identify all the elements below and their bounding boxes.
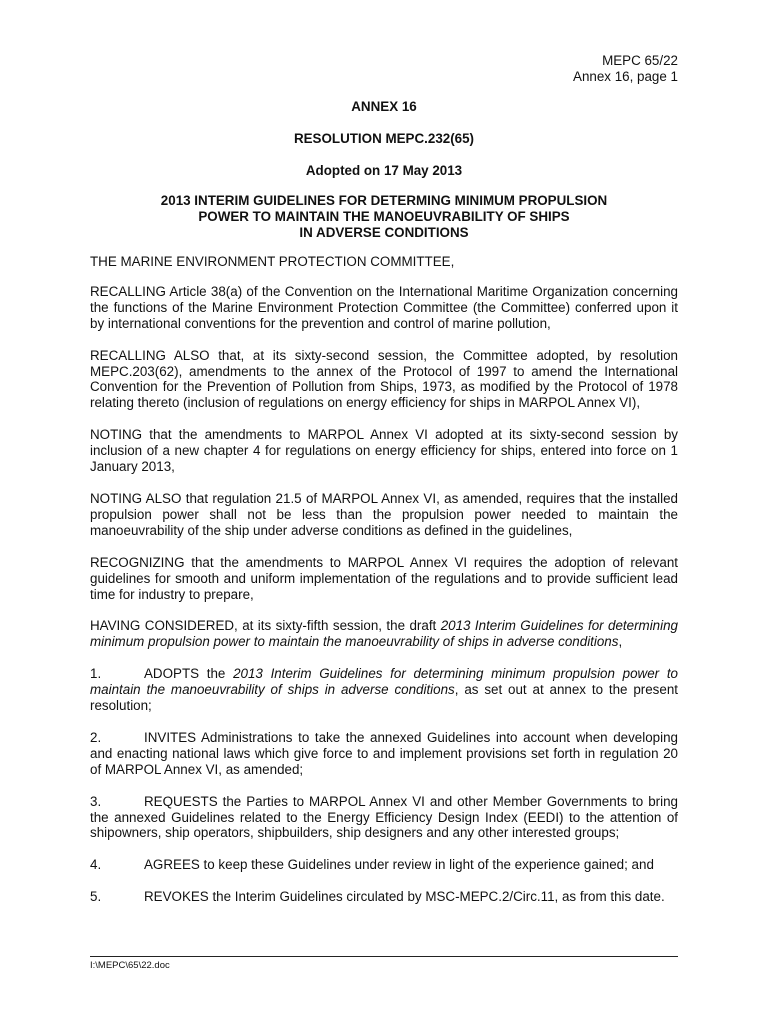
title-line-1: 2013 INTERIM GUIDELINES FOR DETERMING MINIMUM PROPULSION	[160, 193, 608, 208]
document-symbol: MEPC 65/22	[602, 53, 678, 68]
title-line-2: POWER TO MAINTAIN THE MANOEUVRABILITY OF SHIPS	[198, 208, 570, 224]
operative-paragraph-1	[90, 666, 678, 714]
page-reference: Annex 16, page 1	[573, 69, 678, 84]
document-page	[90, 0, 678, 1024]
operative-5-text: REVOKES the Interim Guidelines circulated by MSC-MEPC.2/Circ.11, as from this date.	[144, 889, 665, 905]
operative-1-text: ADOPTS the	[144, 666, 234, 682]
document-body	[90, 254, 678, 921]
title-line-3: IN ADVERSE CONDITIONS	[299, 224, 469, 240]
having-considered-text: HAVING CONSIDERED, at its sixty-fifth session, the draft	[90, 618, 441, 634]
paragraph-noting-also: NOTING ALSO that regulation 21.5 of MARPOL Annex VI, as amended, requires that the installed propulsion power shall not be less than the propulsion power needed to maintain the manoeuvrability of the ship under adverse conditions as defined in the guidelines,	[90, 490, 678, 538]
paragraph-recalling-also: RECALLING ALSO that, at its sixty-second session, the Committee adopted, by resolution MEPC.203(62), amendments to the annex of the Protocol of 1997 to amend the International Convention for the Prevention of Pollution from Ships, 1973, as modified by the Protocol of 1978 relating thereto (inclusion of regulations on energy efficiency for ships in MARPOL Annex VI),	[90, 347, 678, 411]
operative-1-italic: 2013 Interim Guidelines for determining minimum propulsion power to maintain the manoeuvrability of ships in adverse conditions	[90, 666, 678, 698]
operative-1-end: , as set out at annex to the present resolution;	[90, 682, 678, 714]
guidelines-title-italic: 2013 Interim Guidelines for determining minimum propulsion power to maintain the manoeuvrability of ships in adverse conditions	[90, 618, 678, 650]
committee-heading: THE MARINE ENVIRONMENT PROTECTION COMMITTEE,	[90, 254, 455, 269]
page-header	[573, 53, 678, 85]
paragraph-noting: NOTING that the amendments to MARPOL Annex VI adopted at its sixty-second session by inclusion of a new chapter 4 for regulations on energy efficiency for ships, entered into force on 1 January 2013,	[90, 427, 678, 475]
paragraph-number: 4.	[90, 857, 102, 873]
paragraph-recognizing: RECOGNIZING that the amendments to MARPOL Annex VI requires the adoption of relevant guidelines for smooth and uniform implementation of the regulations and to provide sufficient lead time for industry to prepare,	[90, 554, 678, 602]
operative-paragraph-3	[90, 794, 678, 842]
paragraph-number: 5.	[90, 889, 102, 905]
document-title	[90, 193, 678, 240]
paragraph-number: 2.	[90, 729, 102, 745]
annex-label: ANNEX 16	[351, 99, 417, 114]
paragraph-having-considered	[90, 618, 678, 650]
paragraph-number: 3.	[90, 793, 102, 809]
operative-paragraph-2	[90, 730, 678, 778]
adopted-date: Adopted on 17 May 2013	[305, 163, 463, 178]
operative-paragraph-5	[90, 889, 678, 905]
paragraph-recalling: RECALLING Article 38(a) of the Convention on the International Maritime Organization concerning the functions of the Marine Environment Protection Committee (the Committee) conferred upon it by international conventions for the prevention and control of marine pollution,	[90, 283, 678, 331]
operative-2-text: INVITES Administrations to take the annexed Guidelines into account when developing and enacting national laws which give force to and implement provisions set forth in regulation 20 of MARPOL Annex VI, as amended;	[90, 729, 678, 777]
resolution-label: RESOLUTION MEPC.232(65)	[293, 131, 475, 146]
file-path: I:\MEPC\65\22.doc	[90, 960, 170, 971]
operative-paragraph-4	[90, 857, 678, 873]
operative-4-text: AGREES to keep these Guidelines under review in light of the experience gained; and	[144, 857, 654, 873]
operative-3-text: REQUESTS the Parties to MARPOL Annex VI and other Member Governments to bring the annexed Guidelines related to the Energy Efficiency Design Index (EEDI) to the attention of shipowners, ship operators, shipbuilders, ship designers and any other interested groups;	[90, 793, 678, 841]
having-considered-end: ,	[618, 634, 623, 650]
paragraph-number: 1.	[90, 666, 102, 682]
page-footer	[90, 956, 678, 972]
